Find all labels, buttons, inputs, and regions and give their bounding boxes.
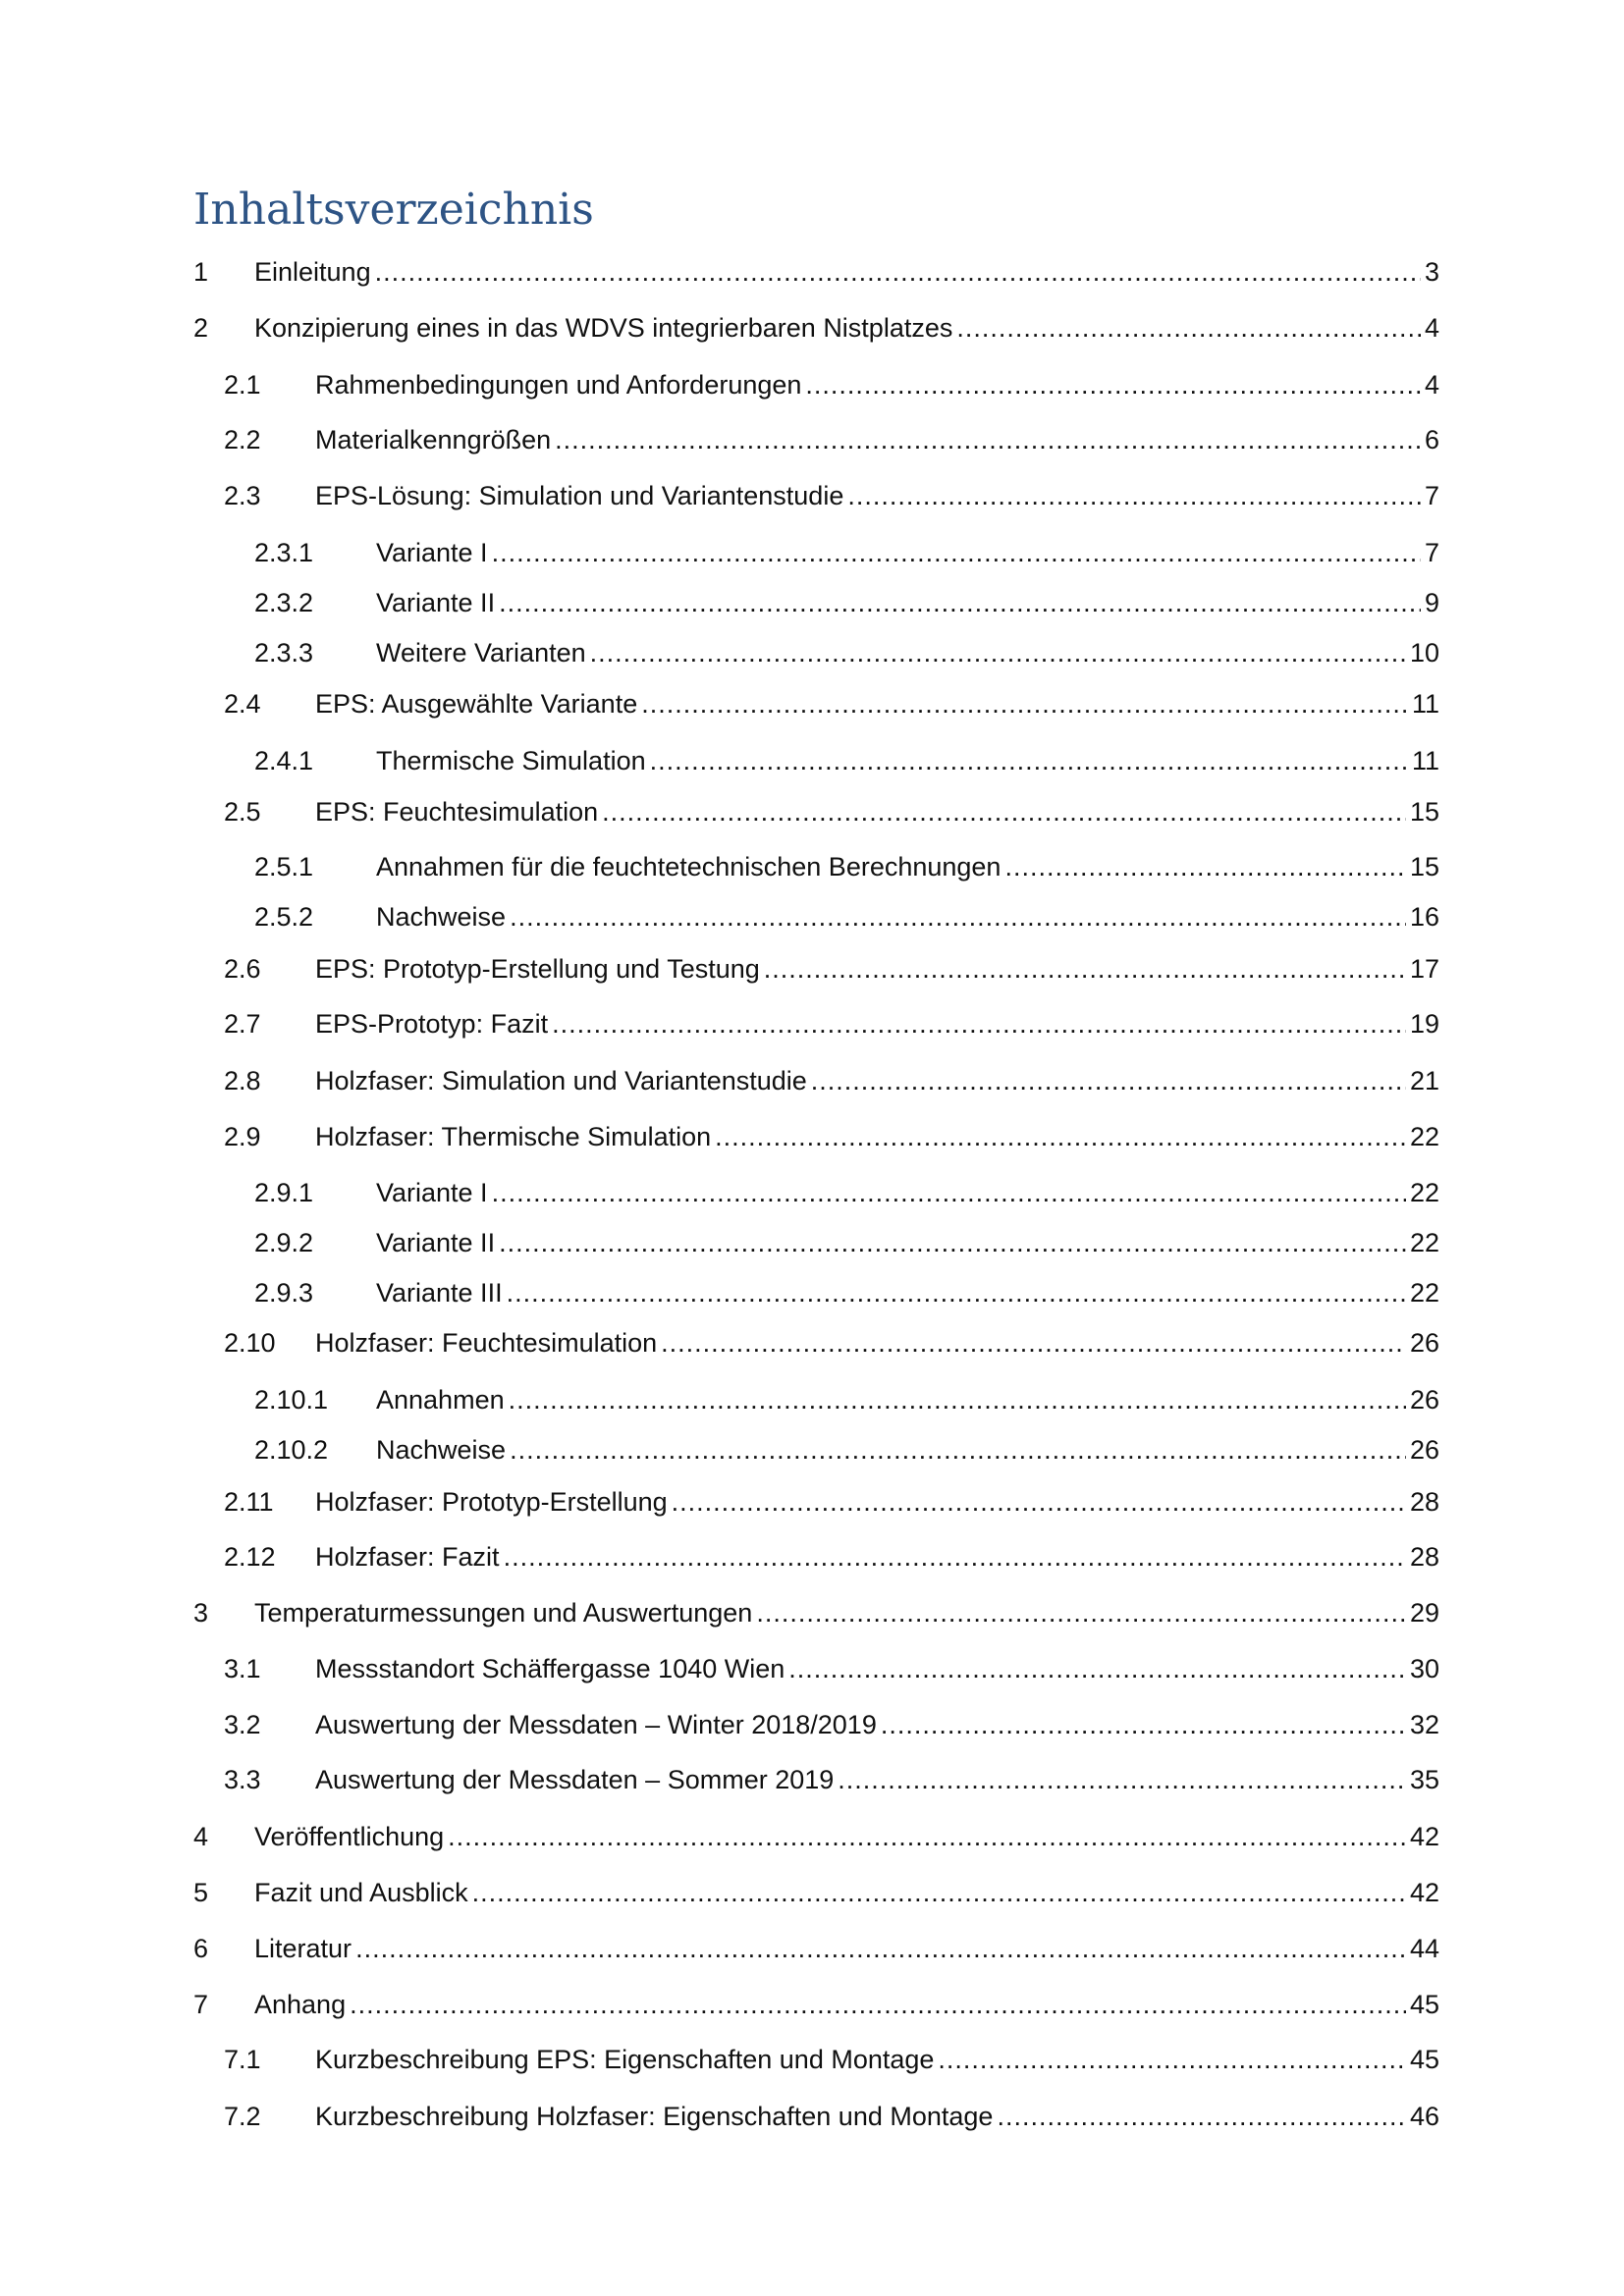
toc-entry-title: Holzfaser: Thermische Simulation [315, 1122, 712, 1151]
toc-entry-number: 2.9.2 [254, 1228, 314, 1257]
toc-dot-leader [788, 1651, 1406, 1686]
toc-entry-page-number: 6 [1424, 425, 1439, 454]
toc-entry-page-number: 42 [1409, 1822, 1439, 1851]
toc-entry-number: 3 [193, 1598, 209, 1628]
toc-entry-number: 5 [193, 1878, 209, 1907]
toc-entry-number: 2.5.1 [254, 852, 314, 881]
toc-entry[interactable] [254, 1432, 1439, 1468]
toc-entry-page-number: 22 [1409, 1178, 1439, 1207]
toc-dot-leader [492, 535, 1421, 570]
toc-entry-title: Variante II [376, 588, 496, 617]
toc-entry[interactable] [193, 1595, 1439, 1630]
toc-entry-number: 4 [193, 1822, 209, 1851]
toc-entry[interactable] [224, 1539, 1439, 1575]
toc-entry-number: 2.3.3 [254, 638, 314, 667]
toc-entry[interactable] [254, 635, 1439, 670]
toc-entry-title: Variante II [376, 1228, 496, 1257]
toc-entry-title: Kurzbeschreibung Holzfaser: Eigenschaften und Montage [315, 2102, 994, 2131]
toc-entry-title: Anhang [254, 1990, 347, 2019]
toc-entry-title: Variante I [376, 1178, 488, 1207]
toc-dot-leader [650, 743, 1408, 778]
toc-entry[interactable] [224, 686, 1439, 721]
toc-dot-leader [509, 1382, 1406, 1417]
toc-entry-number: 3.2 [224, 1710, 261, 1739]
toc-entry-page-number: 9 [1424, 588, 1439, 617]
toc-entry-page-number: 42 [1409, 1878, 1439, 1907]
toc-entry-title: Variante I [376, 538, 488, 567]
toc-dot-leader [355, 1931, 1406, 1966]
toc-entry-title: Messstandort Schäffergasse 1040 Wien [315, 1654, 785, 1683]
toc-entry[interactable] [193, 254, 1439, 290]
toc-entry[interactable] [254, 1225, 1439, 1260]
toc-entry[interactable] [193, 310, 1439, 346]
toc-entry-page-number: 35 [1409, 1765, 1439, 1794]
toc-entry-page-number: 17 [1409, 954, 1439, 984]
toc-entry-page-number: 28 [1409, 1542, 1439, 1572]
toc-entry-number: 2 [193, 313, 209, 343]
toc-dot-leader [881, 1707, 1406, 1742]
toc-dot-leader [350, 1987, 1406, 2022]
toc-dot-leader [715, 1119, 1406, 1154]
toc-entry[interactable] [224, 1063, 1439, 1098]
toc-entry-title: Einleitung [254, 257, 371, 287]
toc-entry-page-number: 22 [1409, 1122, 1439, 1151]
toc-entry-number: 2.6 [224, 954, 261, 984]
toc-entry-page-number: 45 [1409, 2045, 1439, 2074]
toc-entry-number: 2.9 [224, 1122, 261, 1151]
toc-entry-number: 2.3 [224, 481, 261, 510]
toc-entry[interactable] [224, 1325, 1439, 1361]
toc-entry-number: 2.3.2 [254, 588, 314, 617]
toc-dot-leader [510, 899, 1406, 934]
toc-entry-title: Holzfaser: Simulation und Variantenstudie [315, 1066, 807, 1095]
toc-entry-number: 7.2 [224, 2102, 261, 2131]
toc-entry[interactable] [224, 951, 1439, 987]
toc-dot-leader [838, 1762, 1406, 1797]
toc-entry[interactable] [254, 849, 1439, 884]
toc-entry-title: Kurzbeschreibung EPS: Eigenschaften und Montage [315, 2045, 935, 2074]
toc-entry-number: 2.2 [224, 425, 261, 454]
toc-entry-title: Holzfaser: Feuchtesimulation [315, 1328, 658, 1358]
toc-entry[interactable] [224, 1651, 1439, 1686]
toc-entry-page-number: 3 [1424, 257, 1439, 287]
toc-entry[interactable] [193, 1819, 1439, 1854]
toc-dot-leader [661, 1325, 1406, 1361]
toc-entry-page-number: 44 [1409, 1934, 1439, 1963]
toc-entry-title: EPS: Ausgewählte Variante [315, 689, 638, 719]
toc-entry[interactable] [224, 478, 1439, 513]
toc-dot-leader [602, 794, 1406, 829]
toc-dot-leader [805, 367, 1421, 402]
toc-entry[interactable] [193, 1875, 1439, 1910]
toc-entry[interactable] [224, 1484, 1439, 1520]
toc-entry-page-number: 26 [1409, 1328, 1439, 1358]
toc-entry[interactable] [224, 794, 1439, 829]
toc-dot-leader [1004, 849, 1406, 884]
toc-entry-page-number: 19 [1409, 1009, 1439, 1039]
toc-dot-leader [507, 1275, 1406, 1310]
toc-entry-number: 6 [193, 1934, 209, 1963]
toc-entry-title: Rahmenbedingungen und Anforderungen [315, 370, 802, 400]
toc-entry-number: 2.9.1 [254, 1178, 314, 1207]
toc-entry-page-number: 45 [1409, 1990, 1439, 2019]
toc-entry-title: Literatur [254, 1934, 352, 1963]
toc-entry-page-number: 46 [1409, 2102, 1439, 2131]
toc-entry-number: 2.10.1 [254, 1385, 329, 1415]
toc-dot-leader [672, 1484, 1406, 1520]
toc-entry-title: Holzfaser: Fazit [315, 1542, 500, 1572]
toc-entry[interactable] [193, 1987, 1439, 2022]
toc-entry[interactable] [254, 585, 1439, 620]
toc-entry-number: 2.5.2 [254, 902, 314, 932]
toc-entry-number: 2.11 [224, 1487, 274, 1517]
toc-entry-number: 7.1 [224, 2045, 261, 2074]
toc-dot-leader [375, 254, 1421, 290]
toc-entry-page-number: 16 [1409, 902, 1439, 932]
toc-dot-leader [510, 1432, 1406, 1468]
toc-entry-number: 2.4.1 [254, 746, 314, 775]
toc-entry-title: Weitere Varianten [376, 638, 586, 667]
toc-entry-title: Materialkenngrößen [315, 425, 552, 454]
toc-dot-leader [938, 2042, 1406, 2077]
toc-dot-leader [641, 686, 1408, 721]
toc-entry-page-number: 7 [1424, 481, 1439, 510]
toc-dot-leader [764, 951, 1406, 987]
toc-entry-title: Thermische Simulation [376, 746, 646, 775]
toc-entry-page-number: 15 [1409, 852, 1439, 881]
toc-entry-number: 3.3 [224, 1765, 261, 1794]
toc-entry[interactable] [224, 1119, 1439, 1154]
toc-entry-page-number: 22 [1409, 1278, 1439, 1308]
toc-dot-leader [590, 635, 1406, 670]
toc-dot-leader [499, 1225, 1406, 1260]
toc-dot-leader [756, 1595, 1406, 1630]
toc-entry-page-number: 11 [1411, 746, 1439, 775]
toc-entry-number: 2.4 [224, 689, 261, 719]
toc-entry-page-number: 32 [1409, 1710, 1439, 1739]
toc-entry-title: Temperaturmessungen und Auswertungen [254, 1598, 753, 1628]
toc-entry-title: EPS: Feuchtesimulation [315, 797, 599, 827]
toc-entry-number: 1 [193, 257, 209, 287]
toc-entry-page-number: 21 [1409, 1066, 1439, 1095]
toc-dot-leader [956, 310, 1421, 346]
toc-entry-page-number: 29 [1409, 1598, 1439, 1628]
toc-entry-title: Konzipierung eines in das WDVS integrierbaren Nistplatzes [254, 313, 953, 343]
toc-entry-page-number: 10 [1409, 638, 1439, 667]
toc-entry-number: 2.5 [224, 797, 261, 827]
toc-dot-leader [997, 2099, 1406, 2134]
toc-entry-number: 2.10.2 [254, 1435, 329, 1465]
toc-entry[interactable] [254, 743, 1439, 778]
toc-entry-page-number: 7 [1424, 538, 1439, 567]
toc-entry[interactable] [224, 1006, 1439, 1041]
toc-entry-page-number: 4 [1424, 370, 1439, 400]
toc-entry-page-number: 15 [1409, 797, 1439, 827]
toc-dot-leader [555, 422, 1421, 457]
toc-entry-number: 2.10 [224, 1328, 276, 1358]
toc-entry-number: 3.1 [224, 1654, 261, 1683]
toc-entry[interactable] [254, 1175, 1439, 1210]
page-title: Inhaltsverzeichnis [193, 185, 594, 235]
toc-entry-title: Fazit und Ausblick [254, 1878, 468, 1907]
toc-entry-number: 2.8 [224, 1066, 261, 1095]
toc-entry-title: Holzfaser: Prototyp-Erstellung [315, 1487, 668, 1517]
toc-entry-page-number: 11 [1411, 689, 1439, 719]
toc-entry-page-number: 26 [1409, 1435, 1439, 1465]
toc-entry-title: EPS-Prototyp: Fazit [315, 1009, 549, 1039]
toc-entry-page-number: 28 [1409, 1487, 1439, 1517]
toc-entry-title: Annahmen [376, 1385, 505, 1415]
toc-entry-number: 2.1 [224, 370, 261, 400]
toc-entry-title: Variante III [376, 1278, 503, 1308]
toc-entry[interactable] [224, 1762, 1439, 1797]
toc-entry[interactable] [224, 1707, 1439, 1742]
toc-entry-number: 2.3.1 [254, 538, 314, 567]
toc-entry-number: 2.7 [224, 1009, 261, 1039]
toc-dot-leader [811, 1063, 1406, 1098]
toc-dot-leader [552, 1006, 1406, 1041]
toc-dot-leader [847, 478, 1421, 513]
toc-dot-leader [499, 585, 1421, 620]
toc-dot-leader [472, 1875, 1406, 1910]
toc-entry[interactable] [254, 899, 1439, 934]
toc-entry[interactable] [254, 1382, 1439, 1417]
toc-entry[interactable] [254, 535, 1439, 570]
toc-entry-title: EPS: Prototyp-Erstellung und Testung [315, 954, 760, 984]
toc-dot-leader [504, 1539, 1406, 1575]
toc-entry[interactable] [254, 1275, 1439, 1310]
toc-entry-title: Nachweise [376, 902, 507, 932]
toc-entry-title: Veröffentlichung [254, 1822, 445, 1851]
toc-entry[interactable] [224, 367, 1439, 402]
toc-entry-title: Nachweise [376, 1435, 507, 1465]
toc-dot-leader [448, 1819, 1406, 1854]
toc-entry-title: Auswertung der Messdaten – Winter 2018/2019 [315, 1710, 877, 1739]
toc-entry[interactable] [224, 2099, 1439, 2134]
toc-entry-title: EPS-Lösung: Simulation und Variantenstudie [315, 481, 844, 510]
toc-entry-title: Auswertung der Messdaten – Sommer 2019 [315, 1765, 835, 1794]
toc-entry-number: 7 [193, 1990, 209, 2019]
toc-entry[interactable] [224, 422, 1439, 457]
toc-entry-number: 2.9.3 [254, 1278, 314, 1308]
toc-entry-page-number: 22 [1409, 1228, 1439, 1257]
toc-entry[interactable] [193, 1931, 1439, 1966]
toc-entry-page-number: 30 [1409, 1654, 1439, 1683]
toc-entry-page-number: 4 [1424, 313, 1439, 343]
toc-entry-page-number: 26 [1409, 1385, 1439, 1415]
toc-entry-number: 2.12 [224, 1542, 276, 1572]
toc-entry-title: Annahmen für die feuchtetechnischen Berechnungen [376, 852, 1001, 881]
toc-entry[interactable] [224, 2042, 1439, 2077]
toc-dot-leader [492, 1175, 1406, 1210]
